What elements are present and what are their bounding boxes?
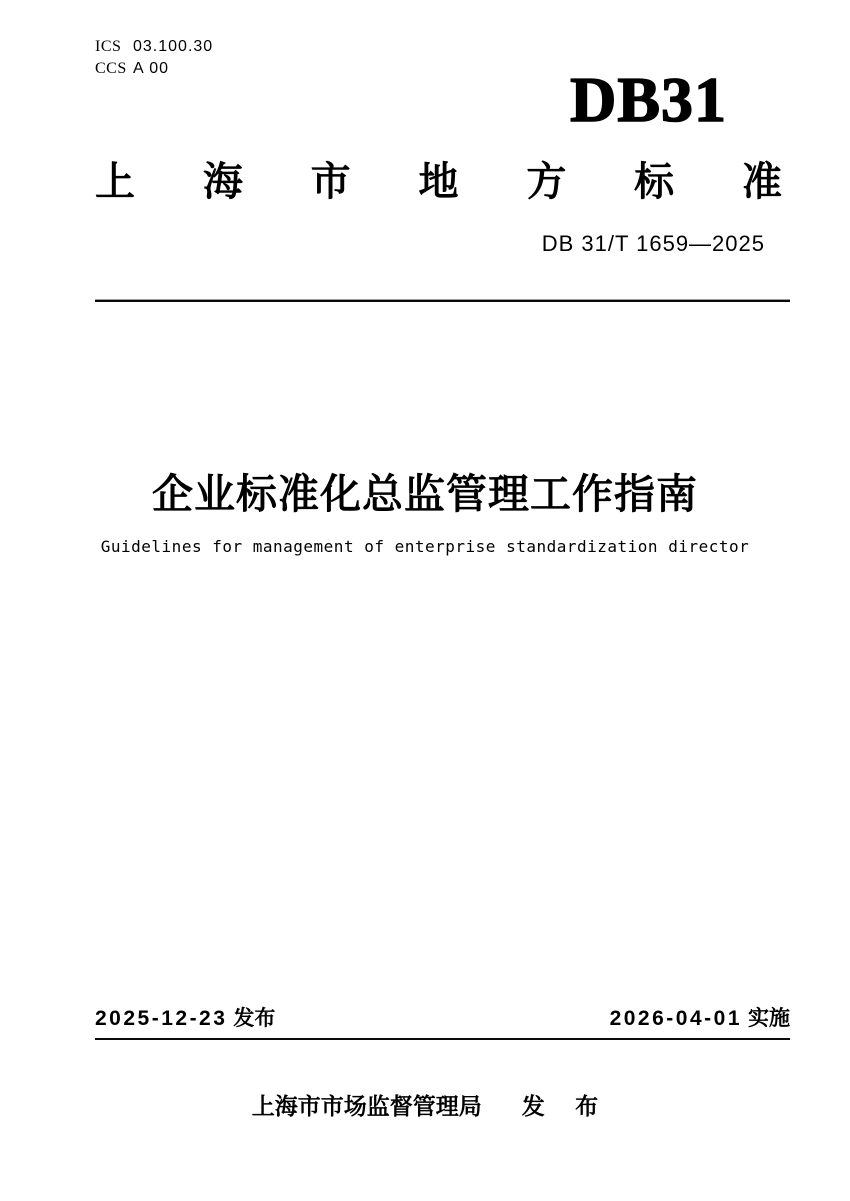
publisher-row	[0, 1088, 850, 1121]
issue-date: 2025-12-23	[95, 1007, 228, 1030]
implement-date-line	[610, 1006, 790, 1031]
title-char: 海	[202, 160, 243, 204]
implement-label: 实施	[748, 1007, 790, 1030]
title-char: 上	[95, 160, 135, 204]
bottom-divider	[95, 1038, 790, 1040]
title-char: 准	[741, 160, 782, 204]
document-title-cn: 企业标准化总监管理工作指南	[152, 471, 698, 517]
issue-date-line	[95, 1006, 275, 1031]
implement-date: 2026-04-01	[609, 1007, 742, 1030]
title-char: 标	[634, 160, 675, 204]
ics-code: 03.100.30	[133, 38, 214, 55]
publish-label: 发 布	[521, 1093, 611, 1119]
standard-number: DB 31/T 1659—2025	[541, 231, 765, 256]
dates-row	[95, 1006, 790, 1031]
local-standard-title	[95, 158, 782, 206]
ccs-line	[95, 58, 213, 80]
title-char: 市	[310, 160, 351, 204]
db31-logo: DB31	[570, 64, 727, 135]
ics-line	[95, 36, 213, 58]
top-divider	[95, 299, 790, 302]
ccs-label: CCS	[95, 60, 127, 77]
classification-codes	[95, 36, 213, 80]
publisher-name: 上海市市场监督管理局	[251, 1093, 482, 1119]
title-char: 地	[418, 160, 459, 204]
ccs-code: A 00	[133, 60, 170, 77]
title-char: 方	[526, 160, 567, 204]
ics-label: ICS	[95, 38, 122, 55]
document-title-en: Guidelines for management of enterprise standardization director	[100, 537, 750, 556]
issue-label: 发布	[233, 1007, 276, 1030]
